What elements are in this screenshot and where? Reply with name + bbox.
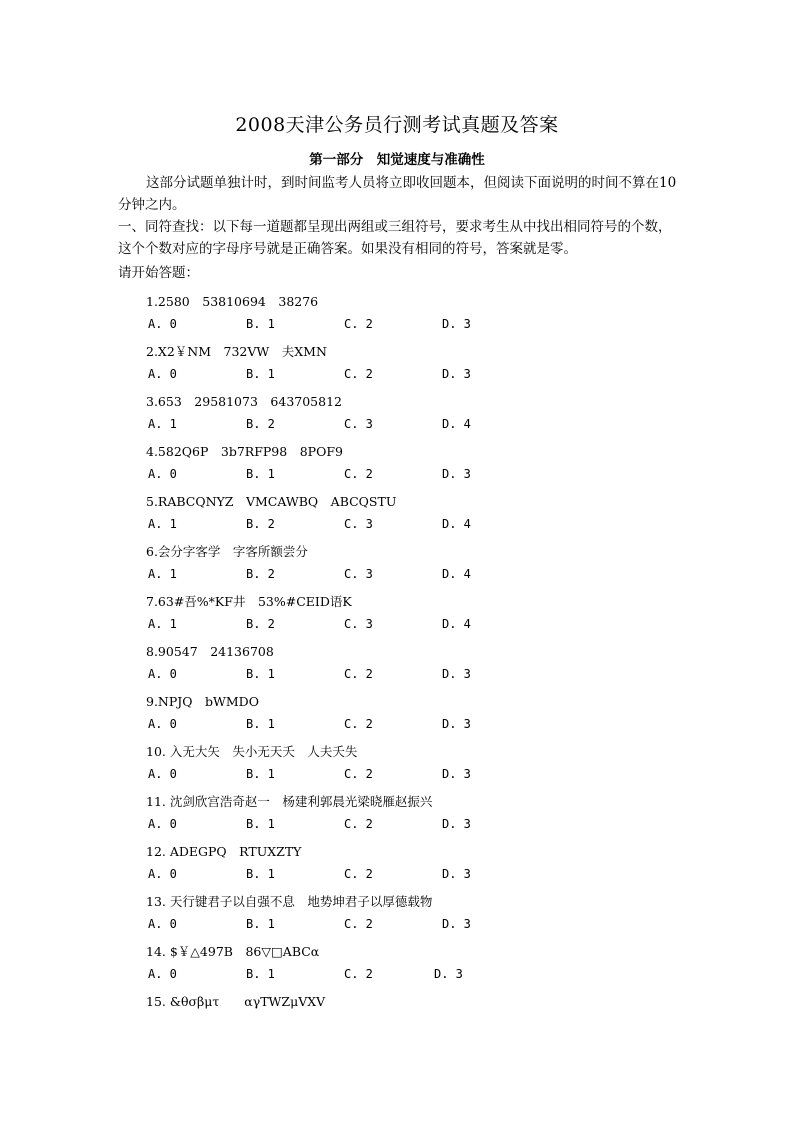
question-7-option-b: B. 2 xyxy=(246,617,275,631)
question-8-option-c: C. 2 xyxy=(344,667,373,681)
question-7-option-d: D. 4 xyxy=(442,617,471,631)
question-9-option-b: B. 1 xyxy=(246,717,275,731)
question-1-option-c: C. 2 xyxy=(344,317,373,331)
question-2: 2.X2￥NM 732VW 夫XMN xyxy=(146,344,327,359)
question-4-option-a: A. 0 xyxy=(148,467,177,481)
question-3-option-d: D. 4 xyxy=(442,417,471,431)
question-8-option-b: B. 1 xyxy=(246,667,275,681)
section-heading: 第一部分 知觉速度与准确性 xyxy=(309,152,485,168)
question-8-option-d: D. 3 xyxy=(442,667,471,681)
question-8: 8.90547 24136708 xyxy=(146,644,274,659)
start-prompt: 请开始答题： xyxy=(118,265,199,281)
question-14-option-b: B. 1 xyxy=(246,967,275,981)
question-6-option-c: C. 3 xyxy=(344,567,373,581)
question-3-option-b: B. 2 xyxy=(246,417,275,431)
question-11: 11. 沈剑欣宫浩奇赵一 杨建利郭晨光梁晓雁赵振兴 xyxy=(146,794,433,809)
question-10-option-b: B. 1 xyxy=(246,767,275,781)
question-7: 7.63#吾%*KF井 53%#CEID语K xyxy=(146,594,352,609)
instructions-paragraph: 一、同符查找：以下每一道题都呈现出两组或三组符号，要求考生从中找出相同符号的个数，这个个数对应的字母序号就是正确答案。如果没有相同的符号，答案就是零。 xyxy=(118,219,672,257)
question-2-option-d: D. 3 xyxy=(442,367,471,381)
question-5-option-c: C. 3 xyxy=(344,517,373,531)
question-12-option-a: A. 0 xyxy=(148,867,177,881)
question-14-option-d: D. 3 xyxy=(434,967,463,981)
question-2-option-a: A. 0 xyxy=(148,367,177,381)
question-1: 1.2580 53810694 38276 xyxy=(146,294,319,309)
question-12-option-d: D. 3 xyxy=(442,867,471,881)
question-12-option-b: B. 1 xyxy=(246,867,275,881)
question-4-option-d: D. 3 xyxy=(442,467,471,481)
question-12-option-c: C. 2 xyxy=(344,867,373,881)
document-title: 2008天津公务员行测考试真题及答案 xyxy=(235,114,559,136)
question-12: 12. ADEGPQ RTUXZTY xyxy=(146,844,302,859)
question-1-option-b: B. 1 xyxy=(246,317,275,331)
question-2-option-c: C. 2 xyxy=(344,367,373,381)
question-11-option-d: D. 3 xyxy=(442,817,471,831)
question-14-option-a: A. 0 xyxy=(148,967,177,981)
question-13-option-c: C. 2 xyxy=(344,917,373,931)
question-3-option-a: A. 1 xyxy=(148,417,177,431)
question-5: 5.RABCQNYZ VMCAWBQ ABCQSTU xyxy=(146,494,397,509)
question-4-option-c: C. 2 xyxy=(344,467,373,481)
question-9-option-c: C. 2 xyxy=(344,717,373,731)
question-5-option-b: B. 2 xyxy=(246,517,275,531)
question-6-option-b: B. 2 xyxy=(246,567,275,581)
question-11-option-b: B. 1 xyxy=(246,817,275,831)
question-5-option-a: A. 1 xyxy=(148,517,177,531)
question-13-option-d: D. 3 xyxy=(442,917,471,931)
question-3-option-c: C. 3 xyxy=(344,417,373,431)
question-1-option-d: D. 3 xyxy=(442,317,471,331)
question-10: 10. 入无大矢 失小无天夭 人夫夭失 xyxy=(146,744,358,759)
question-6-option-d: D. 4 xyxy=(442,567,471,581)
question-14: 14. $￥△497B 86▽□ABCα xyxy=(146,944,320,959)
question-9-option-a: A. 0 xyxy=(148,717,177,731)
question-3: 3.653 29581073 643705812 xyxy=(146,394,342,409)
question-1-option-a: A. 0 xyxy=(148,317,177,331)
question-13: 13. 天行键君子以自强不息 地势坤君子以厚德载物 xyxy=(146,894,433,909)
question-11-option-a: A. 0 xyxy=(148,817,177,831)
question-4: 4.582Q6P 3b7RFP98 8POF9 xyxy=(146,444,343,459)
question-2-option-b: B. 1 xyxy=(246,367,275,381)
question-10-option-d: D. 3 xyxy=(442,767,471,781)
question-13-option-b: B. 1 xyxy=(246,917,275,931)
question-10-option-a: A. 0 xyxy=(148,767,177,781)
question-6-option-a: A. 1 xyxy=(148,567,177,581)
question-14-option-c: C. 2 xyxy=(344,967,373,981)
question-9: 9.NPJQ bWMDO xyxy=(146,694,259,709)
question-4-option-b: B. 1 xyxy=(246,467,275,481)
question-13-option-a: A. 0 xyxy=(148,917,177,931)
intro-paragraph: 这部分试题单独计时，到时间监考人员将立即收回题本，但阅读下面说明的时间不算在10分钟之内。 xyxy=(118,175,677,213)
question-7-option-c: C. 3 xyxy=(344,617,373,631)
question-8-option-a: A. 0 xyxy=(148,667,177,681)
question-7-option-a: A. 1 xyxy=(148,617,177,631)
question-15: 15. &θσβμτ αγTWZμVXV xyxy=(146,994,326,1009)
question-10-option-c: C. 2 xyxy=(344,767,373,781)
question-6: 6.会分字客学 字客所额尝分 xyxy=(146,544,308,559)
question-5-option-d: D. 4 xyxy=(442,517,471,531)
question-9-option-d: D. 3 xyxy=(442,717,471,731)
question-11-option-c: C. 2 xyxy=(344,817,373,831)
